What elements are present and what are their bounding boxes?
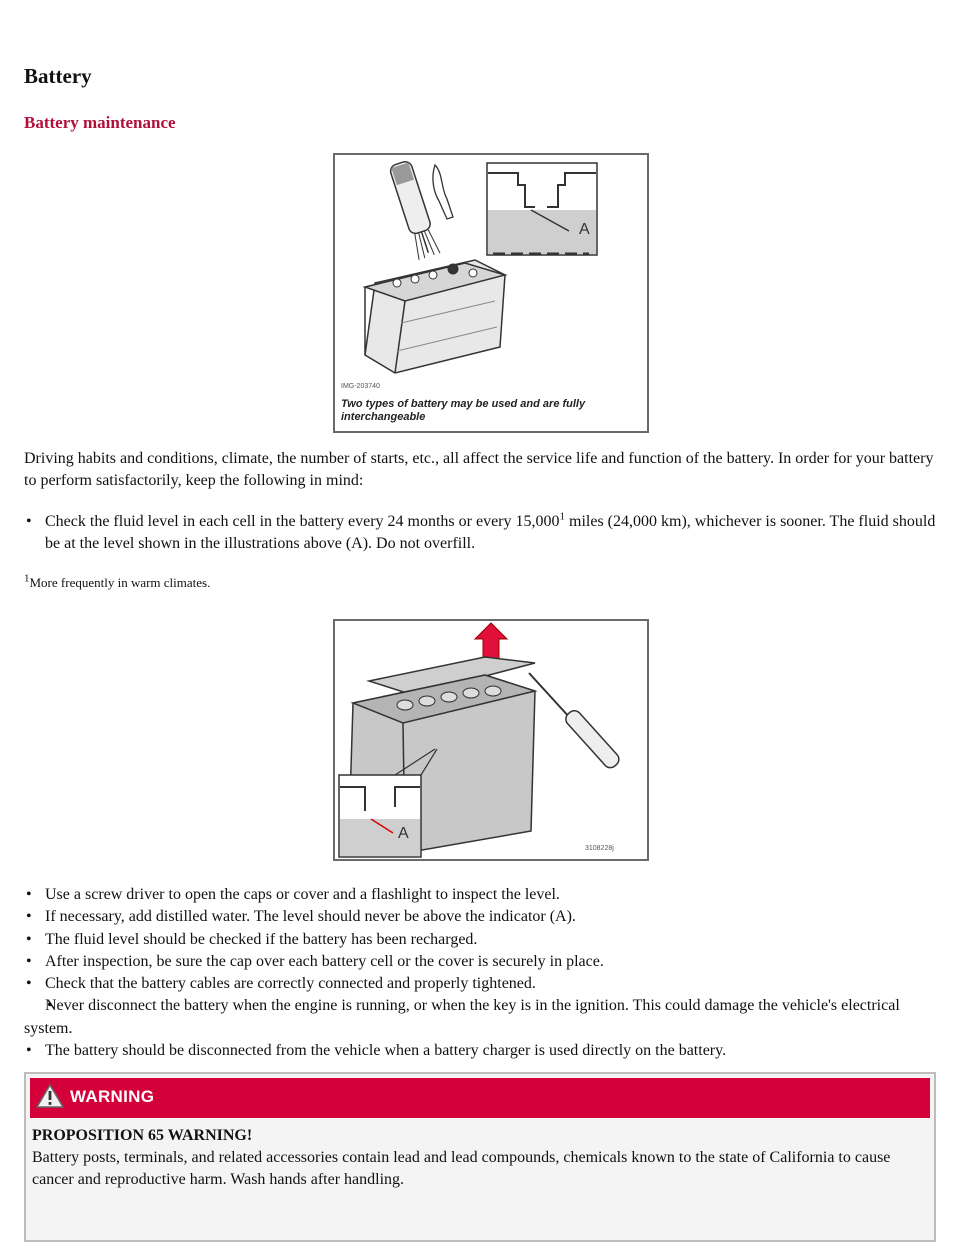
footnote: $^1$More frequently in warm climates. (24, 572, 211, 590)
fluid-check-text: Check the fluid level in each cell in the battery every 24 months or every 15,000$^1$ miles (24,000 km), whichever is sooner. The fluid should be at the level shown in the illustrations above (A). Do not overfill. (45, 510, 936, 552)
list-item: • The fluid level should be checked if the battery has been recharged. (24, 929, 936, 951)
warning-body (32, 1125, 924, 1191)
list-item: • After inspection, be sure the cap over each battery cell or the cover is securely in place. (24, 951, 936, 973)
warning-box (24, 1072, 936, 1242)
figure-id: 3108228j (585, 845, 614, 852)
maintenance-steps-list (24, 884, 936, 1062)
list-item: • If necessary, add distilled water. The level should never be above the indicator (A). (24, 906, 936, 928)
intro-paragraph: Driving habits and conditions, climate, the number of starts, etc., all affect the service life and function of the battery. In order for your battery to perform satisfactorily, keep the following in mind: (24, 450, 934, 489)
warning-label: WARNING (70, 1087, 155, 1106)
warning-header (30, 1078, 930, 1118)
warning-text: Battery posts, terminals, and related accessories contain lead and lead compounds, chemicals known to the state of California to cause cancer and reproductive harm. Wash hands after handling. (32, 1149, 891, 1188)
warning-triangle-icon (36, 1083, 64, 1109)
list-item: • Use a screw driver to open the caps or cover and a flashlight to inspect the level. (24, 884, 936, 906)
battery-cover-drawing (335, 621, 647, 859)
battery-drawing (335, 155, 647, 395)
battery-hydrometer-illustration (333, 153, 649, 433)
battery-cap-removal-illustration (333, 619, 649, 861)
list-item: • The battery should be disconnected from the vehicle when a battery charger is used directly on the battery. (24, 1040, 936, 1062)
warning-title: PROPOSITION 65 WARNING! (32, 1127, 253, 1144)
indicator-a-label: A (579, 221, 590, 238)
page-title: Battery (24, 64, 92, 88)
figure-id: IMG-203740 (341, 383, 380, 390)
list-item: • Never disconnect the battery when the engine is running, or when the key is in the ignition. This could damage the vehicle's electrical system. (24, 995, 936, 1040)
section-title: Battery maintenance (24, 113, 176, 132)
fluid-check-bullet (24, 511, 936, 555)
indicator-a-label: A (398, 825, 409, 842)
figure-caption: Two types of battery may be used and are fully interchangeable (341, 398, 586, 423)
list-item: • Check that the battery cables are correctly connected and properly tightened. (24, 973, 936, 995)
bullet-marker: • (26, 513, 32, 530)
